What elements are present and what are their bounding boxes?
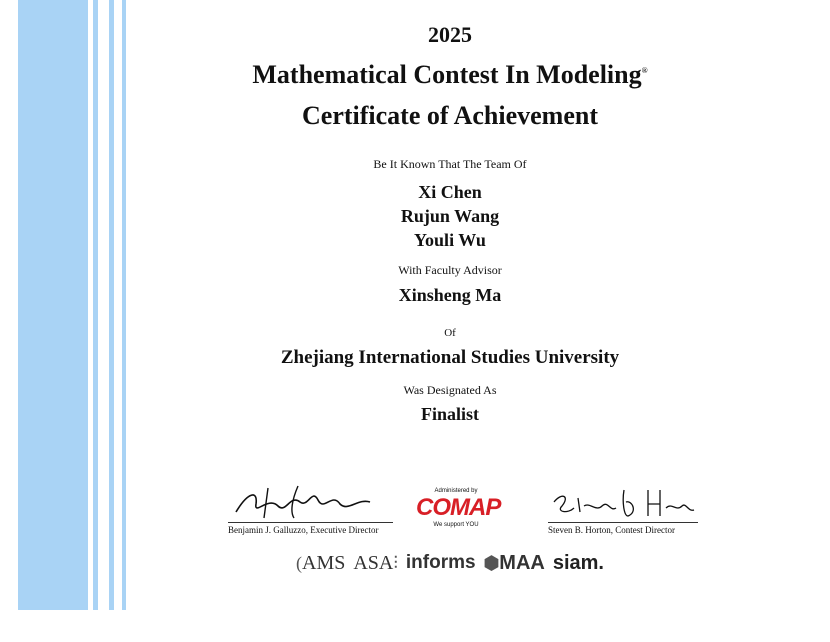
signature-scribble — [548, 482, 698, 522]
team-member: Xi Chen — [418, 182, 482, 202]
sponsor-logos — [296, 547, 604, 579]
maa-logo — [484, 552, 545, 575]
advisor-name: Xinsheng Ma — [398, 285, 502, 305]
maa-polyhedron-icon: ⬢ — [483, 552, 500, 573]
contest-director-signature — [548, 482, 698, 522]
ams-logo-text: AMS — [302, 551, 346, 574]
ams-logo — [296, 552, 345, 575]
executive-director-signature — [228, 482, 393, 522]
of-label: Of — [444, 327, 456, 339]
designation: Finalist — [420, 404, 479, 424]
asa-logo — [353, 552, 398, 575]
decorative-stripe — [93, 0, 98, 610]
contest-director-signature-block — [548, 482, 698, 535]
asa-logo-text: ASA — [353, 551, 394, 574]
certificate-year: 2025 — [428, 22, 472, 47]
maa-logo-text: MAA — [499, 551, 545, 574]
siam-logo — [553, 552, 604, 575]
team-intro: Be It Known That The Team Of — [373, 157, 527, 171]
decorative-stripe — [109, 0, 114, 610]
team-member: Rujun Wang — [400, 206, 500, 226]
institution-name: Zhejiang International Studies University — [280, 347, 620, 368]
comap-wordmark: COMAP — [416, 494, 501, 521]
comap-logo — [416, 488, 501, 528]
signature-line — [548, 522, 698, 523]
informs-logo-text: informs — [405, 552, 476, 573]
contest-name-text: Mathematical Contest In Modeling — [252, 60, 642, 89]
contest-name — [130, 60, 770, 90]
signature-scribble — [228, 482, 393, 522]
contest-director-caption: Steven B. Horton, Contest Director — [548, 525, 675, 535]
asa-bars-icon: ⫶ — [393, 552, 398, 573]
signature-line — [228, 522, 393, 523]
team-member: Youli Wu — [414, 230, 486, 250]
designation-intro: Was Designated As — [403, 383, 497, 397]
decorative-stripe — [18, 0, 88, 610]
decorative-stripe — [122, 0, 126, 610]
registered-mark: ® — [641, 66, 648, 75]
informs-logo — [406, 552, 476, 574]
advisor-intro: With Faculty Advisor — [398, 263, 502, 277]
executive-director-caption: Benjamin J. Galluzzo, Executive Director — [228, 525, 379, 535]
comap-bottom-text: We support YOU — [433, 522, 479, 528]
comap-top-text: Administered by — [434, 488, 478, 494]
certificate-title: Certificate of Achievement — [302, 101, 598, 130]
executive-director-signature-block — [228, 482, 393, 535]
ams-wreath-icon: ( — [296, 552, 302, 573]
siam-logo-text: siam. — [552, 551, 604, 574]
